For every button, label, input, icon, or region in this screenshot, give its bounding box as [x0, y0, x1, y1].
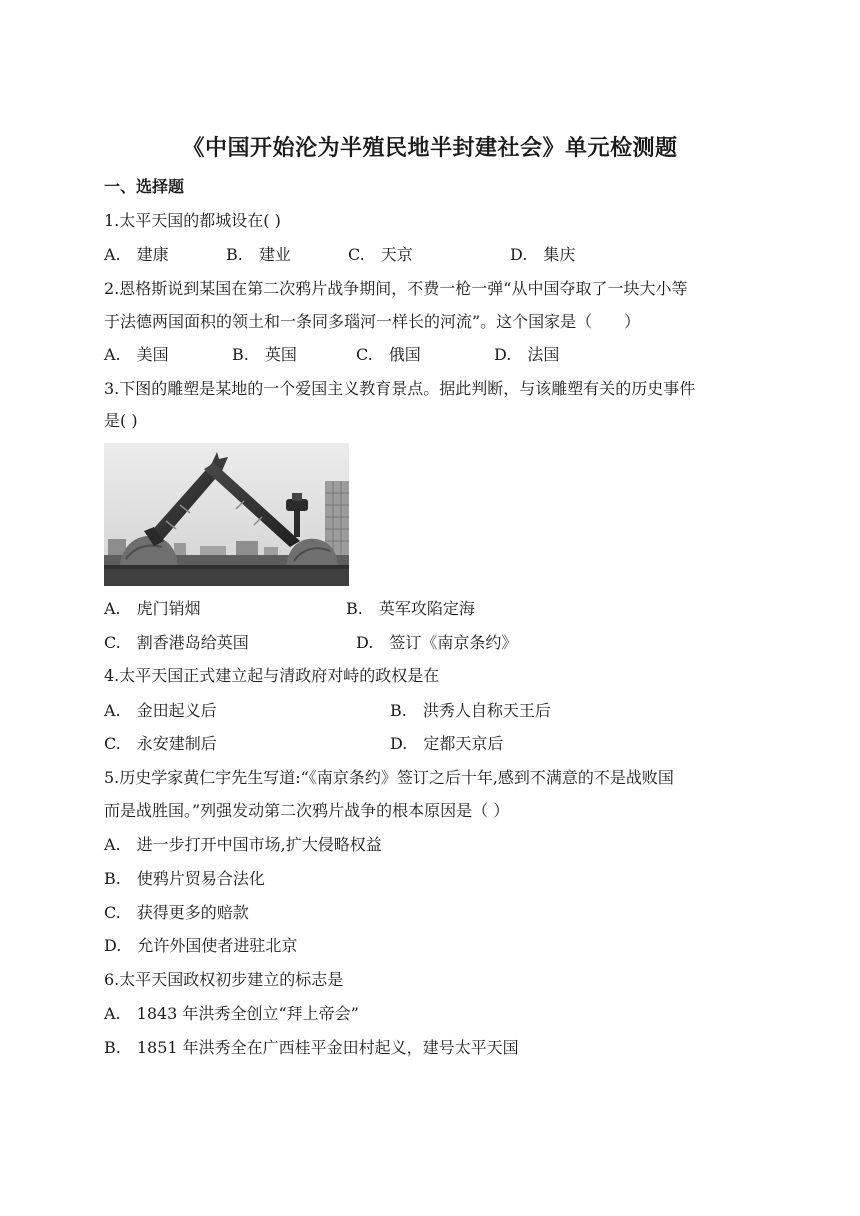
q2-option-b: B. 英国 [232, 345, 297, 364]
document-title: 《中国开始沦为半殖民地半封建社会》单元检测题 [182, 135, 678, 161]
q1-option-c: C. 天京 [348, 245, 413, 264]
q4-option-b: B. 洪秀人自称天王后 [390, 701, 551, 720]
question-5-stem-line1: 5.历史学家黄仁宇先生写道:“《南京条约》签订之后十年,感到不满意的不是战败国 [104, 768, 674, 787]
q1-option-b: B. 建业 [226, 245, 291, 264]
question-4-stem: 4.太平天国正式建立起与清政府对峙的政权是在 [104, 666, 440, 685]
q2-option-a: A. 美国 [104, 345, 169, 364]
question-2-stem-line2: 于法德两国面积的领土和一条同多瑙河一样长的河流”。这个国家是（ ） [104, 312, 641, 331]
q3-option-a: A. 虎门销烟 [104, 599, 201, 618]
q1-option-d: D. 集庆 [510, 245, 576, 264]
q4-option-c: C. 永安建制后 [104, 734, 217, 753]
q5-option-a: A. 进一步打开中国市场,扩大侵略权益 [104, 835, 382, 854]
question-1-stem: 1.太平天国的都城设在( ) [104, 211, 281, 230]
question-3-stem-line2: 是( ) [104, 411, 138, 430]
q3-option-d: D. 签订《南京条约》 [356, 633, 518, 652]
broken-opium-pipe-sculpture-photo [104, 443, 349, 586]
q2-option-c: C. 俄国 [356, 345, 421, 364]
q5-option-b: B. 使鸦片贸易合法化 [104, 869, 265, 888]
q2-option-d: D. 法国 [494, 345, 560, 364]
question-6-stem: 6.太平天国政权初步建立的标志是 [104, 970, 344, 989]
question-2-stem-line1: 2.恩格斯说到某国在第二次鸦片战争期间，不费一枪一弹“从中国夺取了一块大小等 [104, 279, 688, 298]
question-3-stem-line1: 3.下图的雕塑是某地的一个爱国主义教育景点。据此判断，与该雕塑有关的历史事件 [104, 379, 696, 398]
q4-option-a: A. 金田起义后 [104, 701, 217, 720]
q6-option-b: B. 1851 年洪秀全在广西桂平金田村起义，建号太平天国 [104, 1038, 519, 1057]
q1-option-a: A. 建康 [104, 245, 169, 264]
q3-option-b: B. 英军攻陷定海 [346, 599, 475, 618]
q3-option-c: C. 割香港岛给英国 [104, 633, 249, 652]
section-heading: 一、选择题 [104, 177, 185, 196]
q5-option-d: D. 允许外国使者进驻北京 [104, 936, 298, 955]
q4-option-d: D. 定都天京后 [390, 734, 504, 753]
question-5-stem-line2: 而是战胜国。”列强发动第二次鸦片战争的根本原因是（ ） [104, 801, 510, 820]
q5-option-c: C. 获得更多的赔款 [104, 903, 249, 922]
q6-option-a: A. 1843 年洪秀全创立“拜上帝会” [104, 1004, 359, 1023]
